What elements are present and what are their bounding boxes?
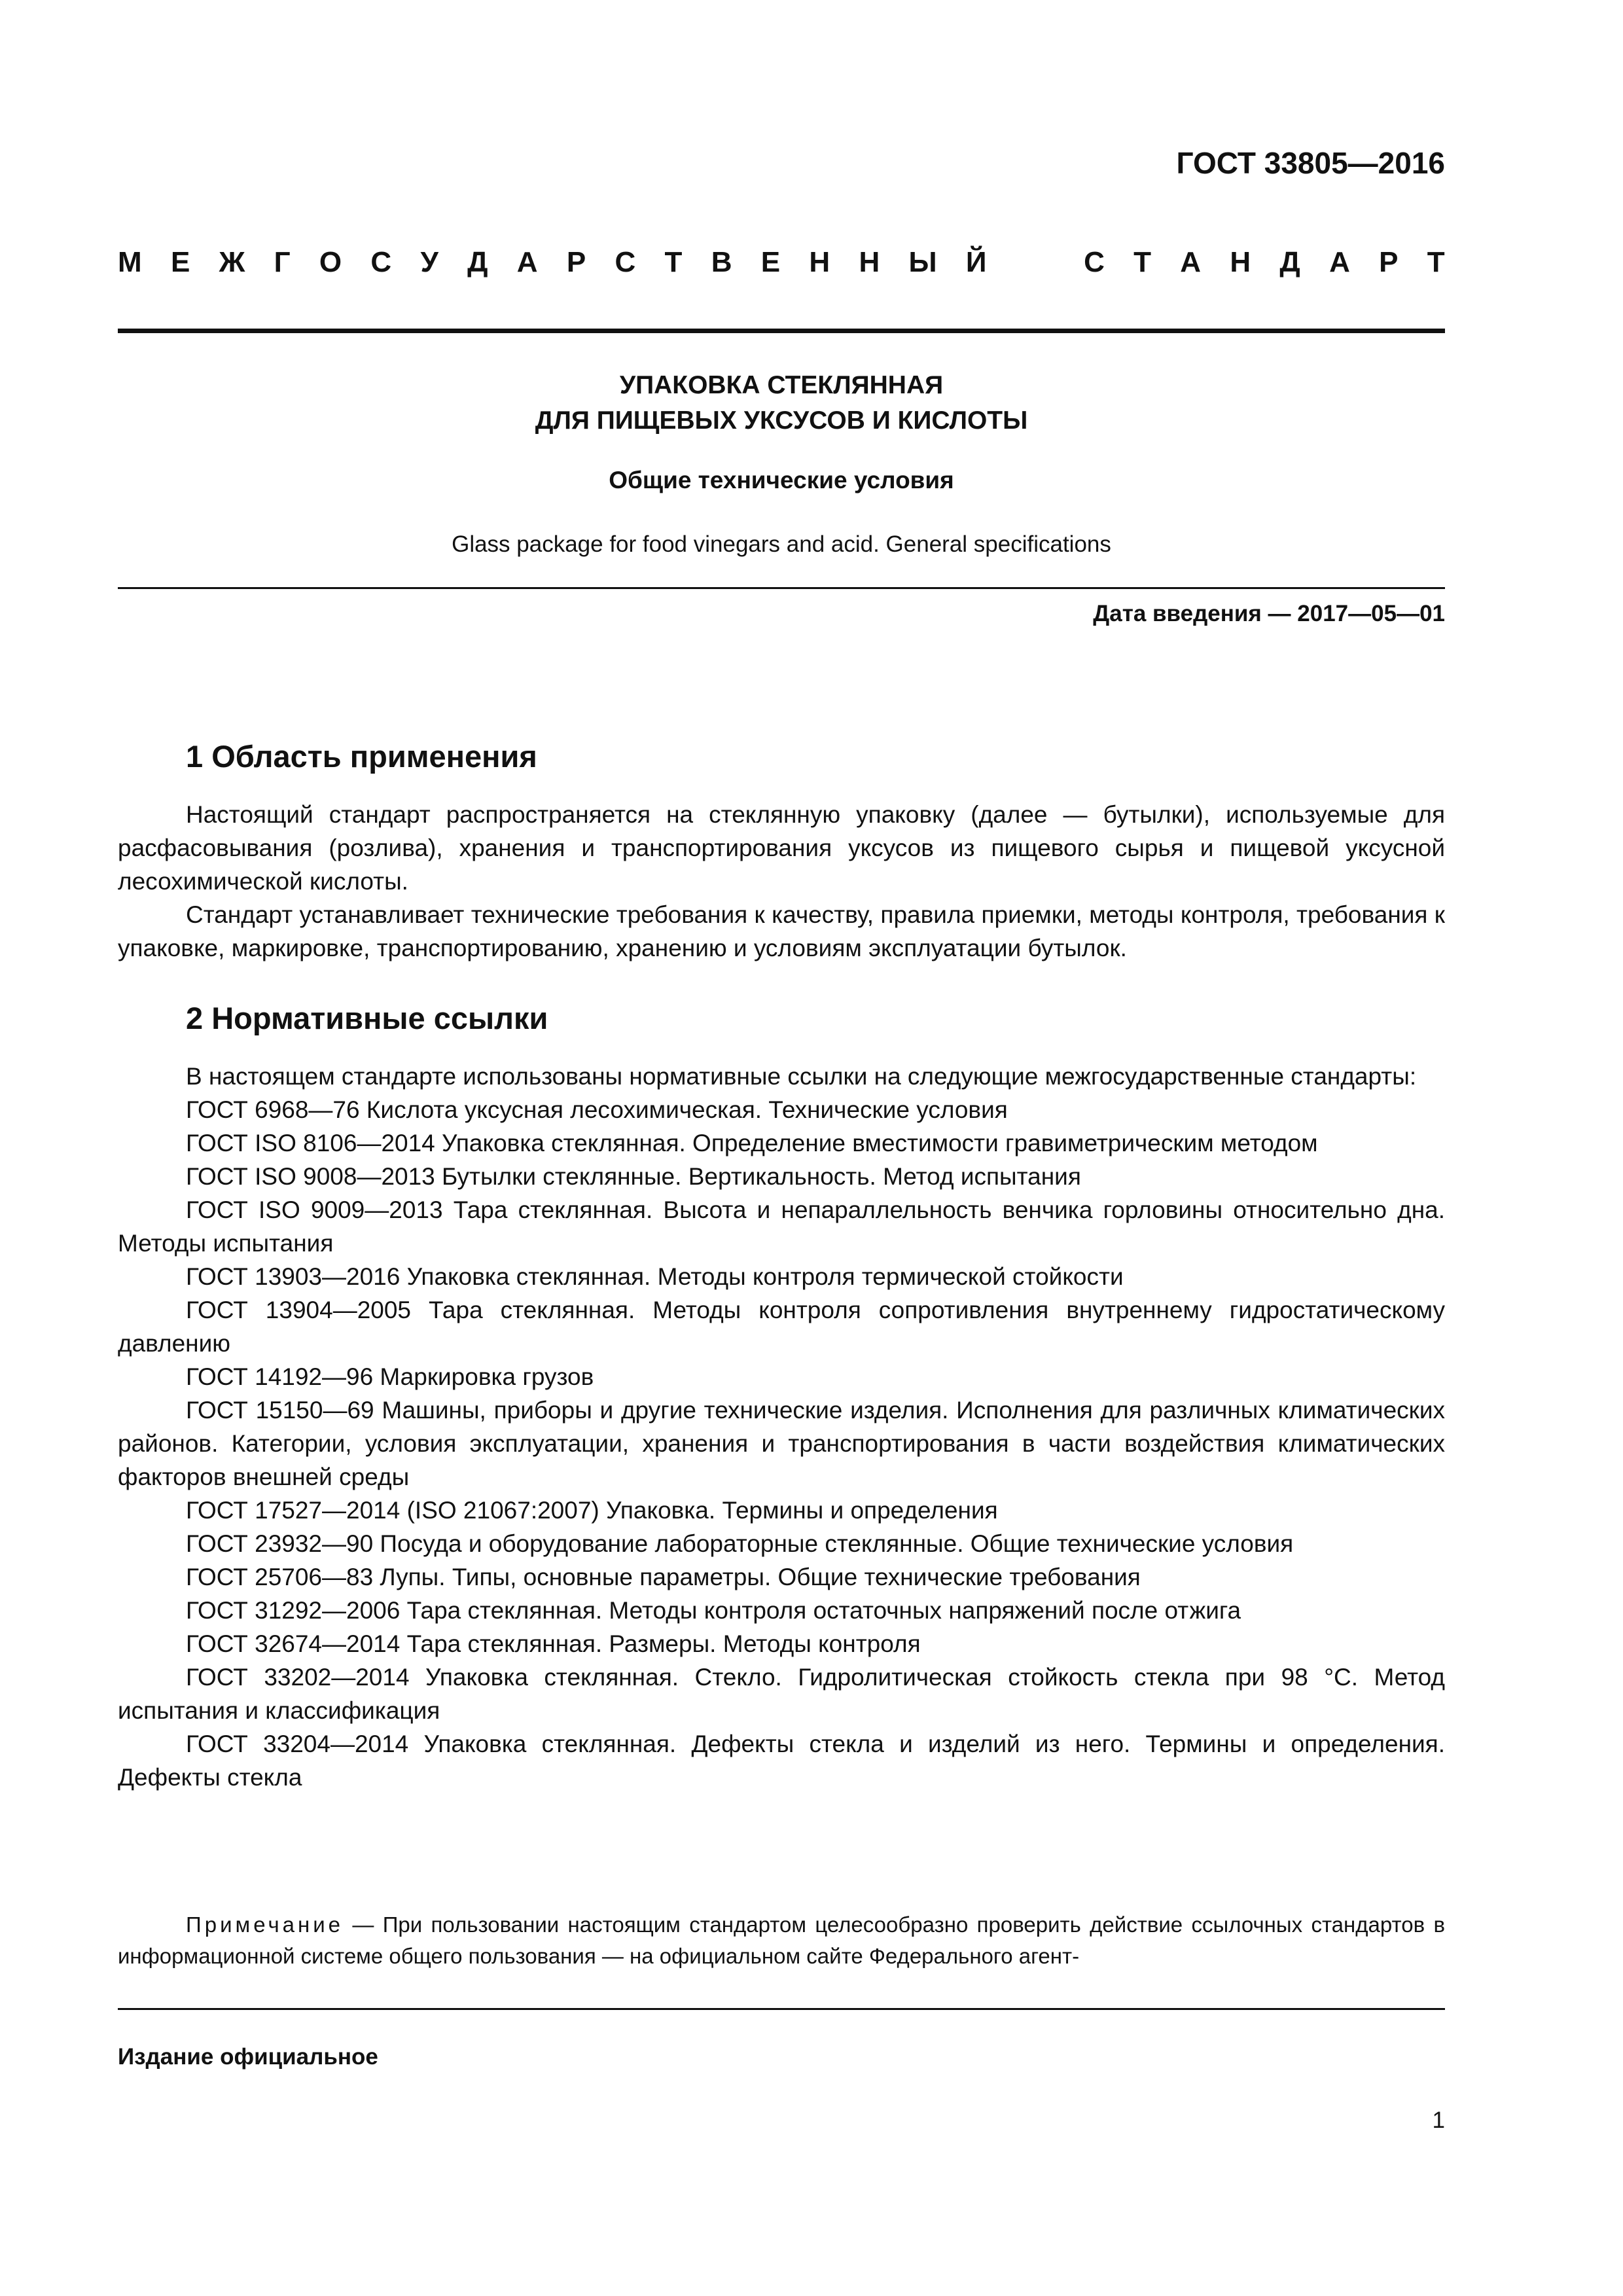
english-title: Glass package for food vinegars and acid. General specifications [452,531,1111,557]
note-text: — При пользовании настоящим стандартом целесообразно проверить действие ссылочных стандартов в информационной системе общего пользования — на официальном сайте Федерального агент- [118,1912,1445,1968]
section-2-heading: 2 Нормативные ссылки [186,1001,548,1035]
introduction-date: Дата введения — 2017—05—01 [1093,601,1445,626]
banner-letter: А [1180,246,1202,278]
banner-letter: С [370,246,392,278]
banner-letter: Г [274,246,291,278]
reference-item: ГОСТ ISO 9009—2013 Тара стеклянная. Высота и непараллельность венчика горловины относительно дна. Методы испытания [118,1196,1445,1257]
reference-item: ГОСТ 17527—2014 (ISO 21067:2007) Упаковка. Термины и определения [186,1497,998,1524]
banner-letter: М [118,246,142,278]
references-intro: В настоящем стандарте использованы нормативные ссылки на следующие межгосударственные стандарты: [186,1063,1417,1090]
banner-letter: Д [467,246,488,278]
banner-letter: Д [1279,246,1300,278]
title-line-1: УПАКОВКА СТЕКЛЯННАЯ [619,371,944,399]
references-list [118,1060,1445,1794]
banner-letter: А [1329,246,1350,278]
reference-item: ГОСТ 23932—90 Посуда и оборудование лабораторные стеклянные. Общие технические условия [186,1530,1294,1557]
banner-letter: В [711,246,732,278]
banner-letter: Е [760,246,781,278]
note [118,1909,1445,1972]
section-1-body [118,798,1445,965]
reference-item: ГОСТ 31292—2006 Тара стеклянная. Методы контроля остаточных напряжений после отжига [186,1597,1241,1624]
note-label: Примечание [186,1912,344,1937]
reference-item: ГОСТ ISO 9008—2013 Бутылки стеклянные. Вертикальность. Метод испытания [186,1163,1081,1190]
banner-letter: Е [170,246,190,278]
banner-letter: Й [965,246,987,278]
paragraph: Стандарт устанавливает технические требования к качеству, правила приемки, методы контроля, требования к упаковке, маркировке, транспортированию, хранению и условиям эксплуатации бутылок. [118,901,1445,961]
footer-divider [118,2008,1445,2010]
standard-subtitle: Общие технические условия [609,467,954,493]
section-1-heading: 1 Область применения [186,739,537,774]
banner-letter: А [516,246,538,278]
banner-letter: Т [664,246,683,278]
banner-letter: Н [859,246,880,278]
header-divider [118,329,1445,333]
reference-item: ГОСТ 13904—2005 Тара стеклянная. Методы контроля сопротивления внутреннему гидростатическому давлению [118,1297,1445,1357]
reference-item: ГОСТ 33202—2014 Упаковка стеклянная. Стекло. Гидролитическая стойкость стекла при 98 °С. Метод испытания и классификация [118,1664,1445,1724]
reference-item: ГОСТ 13903—2016 Упаковка стеклянная. Методы контроля термической стойкости [186,1263,1124,1290]
banner-letter: Р [1379,246,1399,278]
banner-letter: О [319,246,342,278]
reference-item: ГОСТ 14192—96 Маркировка грузов [186,1363,594,1390]
reference-item: ГОСТ 6968—76 Кислота уксусная лесохимическая. Технические условия [186,1096,1008,1123]
banner-letter: Т [1427,246,1445,278]
reference-item: ГОСТ ISO 8106—2014 Упаковка стеклянная. Определение вместимости гравиметрическим методом [186,1130,1318,1157]
banner-letter: Н [809,246,830,278]
title-divider [118,587,1445,589]
title-line-2: ДЛЯ ПИЩЕВЫХ УКСУСОВ И КИСЛОТЫ [535,406,1028,435]
banner-letter: С [1084,246,1105,278]
banner-letter: Р [566,246,586,278]
reference-item: ГОСТ 25706—83 Лупы. Типы, основные параметры. Общие технические требования [186,1564,1141,1590]
banner-letter: Ж [219,246,245,278]
banner-letter: Т [1133,246,1152,278]
reference-item: ГОСТ 32674—2014 Тара стеклянная. Размеры. Методы контроля [186,1630,921,1657]
banner-letter: Ы [908,246,937,278]
reference-item: ГОСТ 33204—2014 Упаковка стеклянная. Дефекты стекла и изделий из него. Термины и определения. Дефекты стекла [118,1731,1445,1791]
banner-letter: Н [1230,246,1251,278]
interstate-standard-banner [118,246,1445,279]
standard-title [118,368,1445,439]
reference-item: ГОСТ 15150—69 Машины, приборы и другие технические изделия. Исполнения для различных климатических районов. Категории, условия эксплуатации, хранения и транспортирования в части воздействия климатических факторов внешней среды [118,1397,1445,1490]
document-number: ГОСТ 33805—2016 [1176,146,1445,180]
banner-gap [1016,246,1055,279]
page-number: 1 [1432,2108,1445,2133]
banner-letter: С [615,246,636,278]
paragraph: Настоящий стандарт распространяется на стеклянную упаковку (далее — бутылки), используемые для расфасовывания (розлива), хранения и транспортирования уксусов из пищевого сырья и пищевой уксусной лесохимической кислоты. [118,801,1445,895]
banner-letter: У [420,246,438,278]
official-edition-label: Издание официальное [118,2044,378,2070]
